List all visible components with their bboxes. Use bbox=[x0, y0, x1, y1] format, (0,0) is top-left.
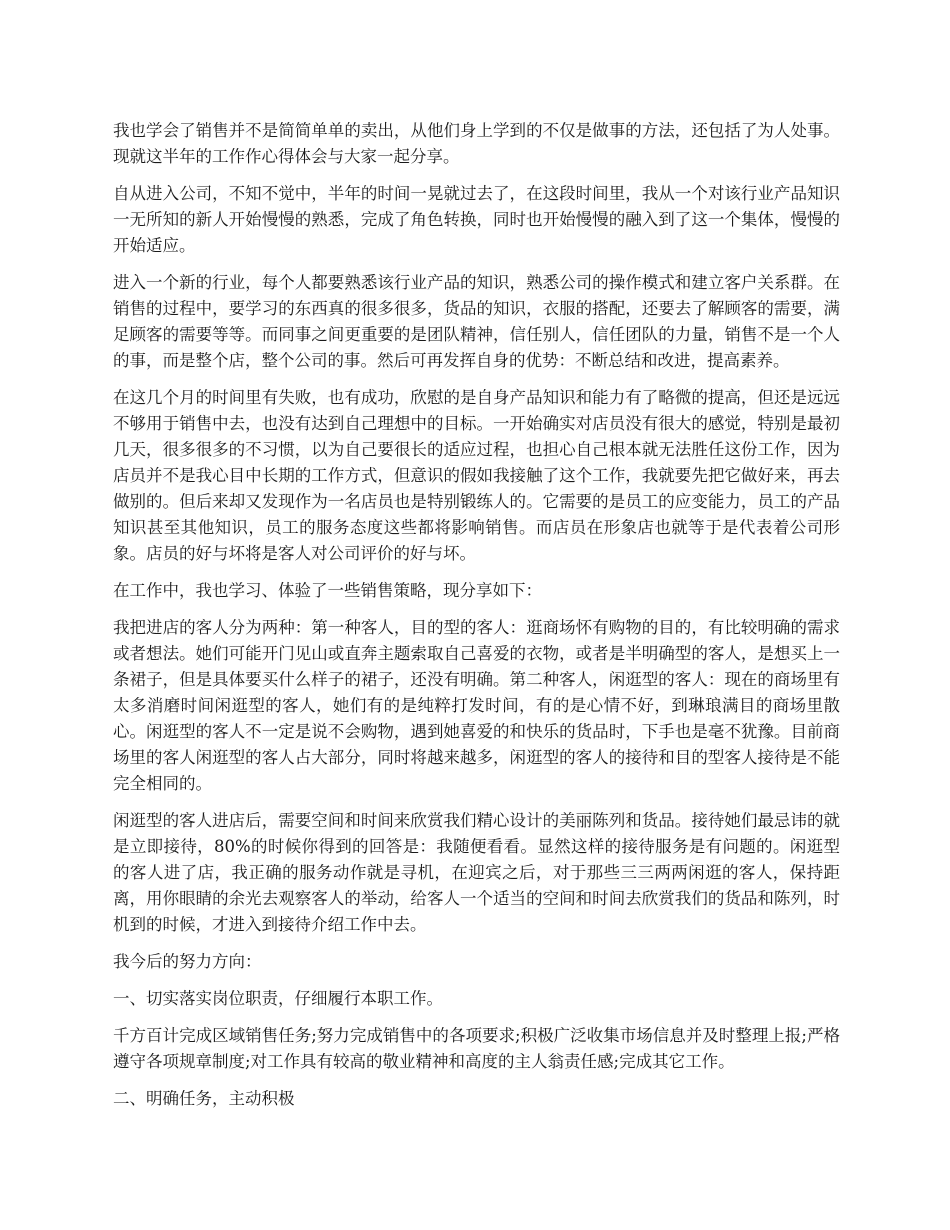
paragraph-customer-types: 我把进店的客人分为两种：第一种客人，目的型的客人：逛商场怀有购物的目的，有比较明确的需求或者想法。她们可能开门见山或直奔主题索取自己喜爱的衣物，或者是半明确型的客人，是想买上一条裙子，但是具体要买什么样子的裙子，还没有明确。第二种客人，闲逛型的客人：现在的商场里有太多消磨时间闲逛型的客人，她们有的是纯粹打发时间，有的是心情不好，到琳琅满目的商场里散心。闲逛型的客人不一定是说不会购物，遇到她喜爱的和快乐的货品时，下手也是毫不犹豫。目前商场里的客人闲逛型的客人占大部分，同时将越来越多，闲逛型的客人的接待和目的型客人接待是不能完全相同的。 bbox=[113, 618, 840, 793]
paragraph-intro: 我也学会了销售并不是简简单单的卖出，从他们身上学到的不仅是做事的方法，还包括了为人处事。现就这半年的工作作心得体会与大家一起分享。 bbox=[113, 121, 840, 166]
paragraph-new-industry: 进入一个新的行业，每个人都要熟悉该行业产品的知识，熟悉公司的操作模式和建立客户关系群。在销售的过程中，要学习的东西真的很多很多，货品的知识，衣服的搭配，还要去了解顾客的需要，满足顾客的需要等等。而同事之间更重要的是团队精神，信任别人，信任团队的力量，销售不是一个人的事，而是整个店，整个公司的事。然后可再发挥自身的优势：不断总结和改进，提高素养。 bbox=[113, 273, 840, 370]
paragraph-months-review: 在这几个月的时间里有失败，也有成功，欣慰的是自身产品知识和能力有了略微的提高，但还是远远不够用于销售中去，也没有达到自己理想中的目标。一开始确实对店员没有很大的感觉，特别是最初几天，很多很多的不习惯，以为自己要很长的适应过程，也担心自己根本就无法胜任这份工作，因为店员并不是我心目中长期的工作方式，但意识的假如我接触了这个工作，我就要先把它做好来，再去做别的。但后来却又发现作为一名店员也是特别锻练人的。它需要的是员工的应变能力，员工的产品知识甚至其他知识，员工的服务态度这些都将影响销售。而店员在形象店也就等于是代表着公司形象。店员的好与坏将是客人对公司评价的好与坏。 bbox=[113, 388, 840, 563]
paragraph-future-direction: 我今后的努力方向： bbox=[113, 952, 262, 971]
heading-section-two: 二、明确任务，主动积极 bbox=[113, 1089, 295, 1108]
paragraph-browsing-customers: 闲逛型的客人进店后，需要空间和时间来欣赏我们精心设计的美丽陈列和货品。接待她们最忌讳的就是立即接待，80%的时候你得到的回答是：我随便看看。显然这样的接待服务是有问题的。闲逛型的客人进了店，我正确的服务动作就是寻机，在迎宾之后，对于那些三三两两闲逛的客人，保持距离，用你眼睛的余光去观察客人的举动，给客人一个适当的空间和时间去欣赏我们的货品和陈列，时机到的时候，才进入到接待介绍工作中去。 bbox=[113, 811, 840, 934]
paragraph-joining-company: 自从进入公司，不知不觉中，半年的时间一晃就过去了，在这段时间里，我从一个对该行业产品知识一无所知的新人开始慢慢的熟悉，完成了角色转换，同时也开始慢慢的融入到了这一个集体，慢慢的开始适应。 bbox=[113, 184, 840, 255]
paragraph-strategy-intro: 在工作中，我也学习、体验了一些销售策略，现分享如下： bbox=[113, 581, 542, 600]
document-body bbox=[113, 118, 840, 1123]
heading-section-one: 一、切实落实岗位职责，仔细履行本职工作。 bbox=[113, 989, 443, 1008]
paragraph-section-one-body: 千方百计完成区域销售任务;努力完成销售中的各项要求;积极广泛收集市场信息并及时整理上报;严格遵守各项规章制度;对工作具有较高的敬业精神和高度的主人翁责任感;完成其它工作。 bbox=[113, 1026, 840, 1071]
